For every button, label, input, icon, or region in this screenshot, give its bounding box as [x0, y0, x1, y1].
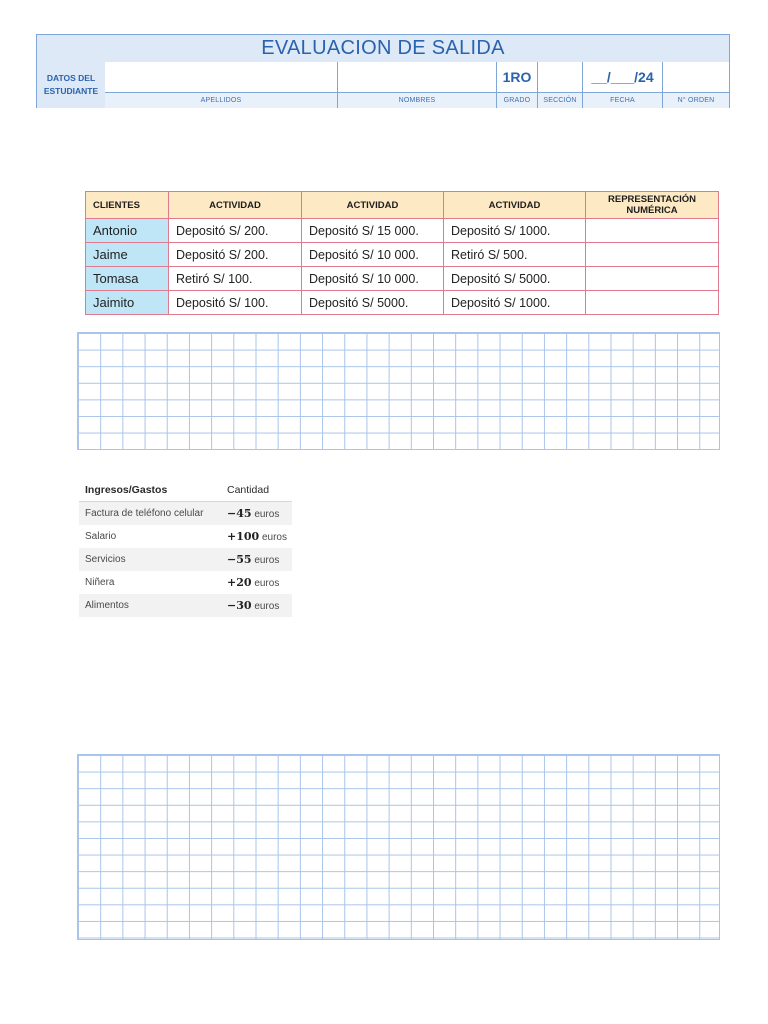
amount-unit: euros — [254, 555, 280, 566]
client-name: Jaime — [86, 243, 169, 267]
activity-cell: Depositó S/ 5000. — [444, 267, 586, 291]
section-field[interactable] — [538, 62, 583, 108]
section-value[interactable] — [538, 62, 582, 92]
date-label: FECHA — [583, 92, 662, 108]
amount-value: −45 — [227, 507, 252, 520]
activity-cell: Depositó S/ 10 000. — [302, 243, 444, 267]
amount-cell — [221, 525, 292, 548]
item-label: Niñera — [79, 571, 221, 594]
date-field[interactable] — [583, 62, 663, 108]
income-expense-table — [79, 479, 292, 617]
amount-cell — [221, 502, 292, 526]
names-field[interactable] — [338, 62, 497, 108]
activity-cell: Depositó S/ 1000. — [444, 219, 586, 243]
order-number-field[interactable] — [663, 62, 729, 108]
item-label: Alimentos — [79, 594, 221, 617]
activity-cell: Depositó S/ 100. — [169, 291, 302, 315]
table-row — [79, 502, 292, 526]
activity-cell: Retiró S/ 500. — [444, 243, 586, 267]
client-activity-table — [85, 191, 719, 315]
amount-value: −30 — [227, 599, 252, 612]
item-label: Salario — [79, 525, 221, 548]
numeric-representation-cell[interactable] — [586, 267, 719, 291]
amount-cell — [221, 571, 292, 594]
table-header-row — [86, 192, 719, 219]
numeric-representation-cell[interactable] — [586, 219, 719, 243]
student-data-label: DATOS DEL ESTUDIANTE — [37, 62, 106, 108]
amount-unit: euros — [254, 601, 280, 612]
table-row — [79, 525, 292, 548]
activity-cell: Depositó S/ 200. — [169, 219, 302, 243]
surname-field[interactable] — [105, 62, 338, 108]
client-name: Jaimito — [86, 291, 169, 315]
column-header-activity: ACTIVIDAD — [302, 192, 444, 219]
column-header-amount: Cantidad — [221, 479, 292, 502]
column-header-clients: CLIENTES — [86, 192, 169, 219]
amount-cell — [221, 594, 292, 617]
section-label: SECCIÓN — [538, 92, 582, 108]
column-header-item: Ingresos/Gastos — [79, 479, 221, 502]
amount-value: −55 — [227, 553, 252, 566]
amount-unit: euros — [261, 532, 287, 543]
amount-unit: euros — [254, 509, 280, 520]
grid-paper-answer-area[interactable] — [77, 754, 720, 940]
table-row — [79, 571, 292, 594]
table-row — [79, 594, 292, 617]
table-row — [86, 243, 719, 267]
table-row — [86, 291, 719, 315]
grade-label: GRADO — [497, 92, 537, 108]
numeric-representation-cell[interactable] — [586, 243, 719, 267]
client-name: Antonio — [86, 219, 169, 243]
table-header-row — [79, 479, 292, 502]
names-label: NOMBRES — [338, 92, 496, 108]
item-label: Factura de teléfono celular — [79, 502, 221, 526]
amount-value: +100 — [227, 530, 260, 543]
surname-label: APELLIDOS — [105, 92, 337, 108]
table-row — [86, 219, 719, 243]
grade-field[interactable] — [497, 62, 538, 108]
activity-cell: Depositó S/ 1000. — [444, 291, 586, 315]
numeric-representation-cell[interactable] — [586, 291, 719, 315]
column-header-numeric-representation: REPRESENTACIÓN NUMÉRICA — [586, 192, 719, 219]
client-name: Tomasa — [86, 267, 169, 291]
activity-cell: Depositó S/ 15 000. — [302, 219, 444, 243]
names-value[interactable] — [338, 62, 496, 92]
student-header — [36, 34, 730, 108]
surname-value[interactable] — [105, 62, 337, 92]
column-header-activity: ACTIVIDAD — [169, 192, 302, 219]
page-title: EVALUACION DE SALIDA — [37, 35, 729, 63]
amount-cell — [221, 548, 292, 571]
activity-cell: Depositó S/ 10 000. — [302, 267, 444, 291]
order-number-label: N° ORDEN — [663, 92, 729, 108]
activity-cell: Retiró S/ 100. — [169, 267, 302, 291]
table-row — [79, 548, 292, 571]
table-row — [86, 267, 719, 291]
activity-cell: Depositó S/ 200. — [169, 243, 302, 267]
date-value[interactable]: __/___/24 — [591, 69, 654, 85]
grid-paper-answer-area[interactable] — [77, 332, 720, 450]
grade-value[interactable]: 1RO — [502, 69, 532, 85]
order-number-value[interactable] — [663, 62, 729, 92]
amount-value: +20 — [227, 576, 252, 589]
activity-cell: Depositó S/ 5000. — [302, 291, 444, 315]
column-header-activity: ACTIVIDAD — [444, 192, 586, 219]
amount-unit: euros — [254, 578, 280, 589]
item-label: Servicios — [79, 548, 221, 571]
